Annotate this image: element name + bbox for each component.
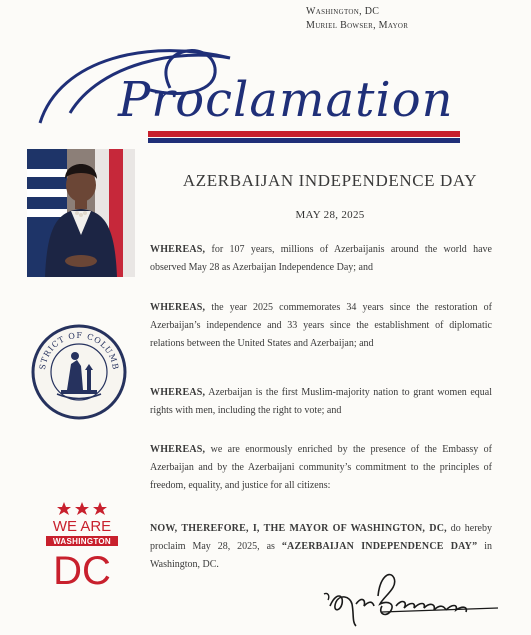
washington-text: WASHINGTON [53, 537, 111, 546]
red-stripe [148, 131, 460, 137]
signature-graphic [322, 566, 502, 630]
mayor-signature [322, 566, 502, 630]
whereas-text: for 107 years, millions of Azerbaijanis around the world have observed May 28 as Azerbaijan Independence Day; and [150, 244, 492, 273]
document-date: MAY 28, 2025 [295, 209, 365, 221]
proclamation-heading [0, 28, 531, 158]
heading-word: Proclamation [118, 72, 454, 128]
district-seal [31, 324, 127, 420]
closing-text-before: do hereby proclaim May 28, 2025, as [150, 523, 492, 552]
we-are-text: WE ARE [52, 518, 112, 535]
letterhead-city: Washington, DC [306, 6, 380, 17]
whereas-paragraph-4 [150, 441, 492, 495]
closing-emphasis: “AZERBAIJAN INDEPENDENCE DAY” [281, 541, 478, 552]
we-are-washington-dc-logo [42, 500, 122, 588]
whereas-lead: WHEREAS, [150, 387, 206, 398]
whereas-paragraph-1 [150, 241, 492, 277]
dc-text: DC [53, 549, 111, 588]
closing-lead: NOW, THEREFORE, I, THE MAYOR OF WASHINGTON, DC, [150, 523, 447, 534]
portrait-image [27, 149, 135, 277]
whereas-text: the year 2025 commemorates 34 years since the restoration of Azerbaijan’s independence and 33 years since the establishment of diplomatic relations between the United States and Azerbaijan; and [150, 302, 492, 349]
whereas-text: Azerbaijan is the first Muslim-majority nation to grant women equal rights with men, including the right to vote; and [150, 387, 492, 416]
letterhead-mayor: Muriel Bowser, Mayor [306, 20, 409, 31]
whereas-lead: WHEREAS, [150, 444, 206, 455]
whereas-text: we are enormously enriched by the presence of the Embassy of Azerbaijan and by the Azerbaijani community’s commitment to the principles of freedom, equality, and justice for all citizens: [150, 444, 492, 491]
whereas-lead: WHEREAS, [150, 302, 206, 313]
document-title: AZERBAIJAN INDEPENDENCE DAY [182, 171, 478, 190]
mayor-portrait [27, 149, 135, 277]
closing-text-after: in Washington, DC. [150, 541, 493, 570]
whereas-lead: WHEREAS, [150, 244, 206, 255]
blue-stripe [148, 138, 460, 143]
whereas-paragraph-3 [150, 384, 492, 420]
proclamation-heading-art [0, 28, 531, 158]
seal-text: STRICT OF COLUMB [37, 330, 121, 371]
seal-graphic [31, 324, 127, 420]
dc-logo-graphic [42, 500, 122, 588]
whereas-paragraph-2 [150, 299, 492, 353]
